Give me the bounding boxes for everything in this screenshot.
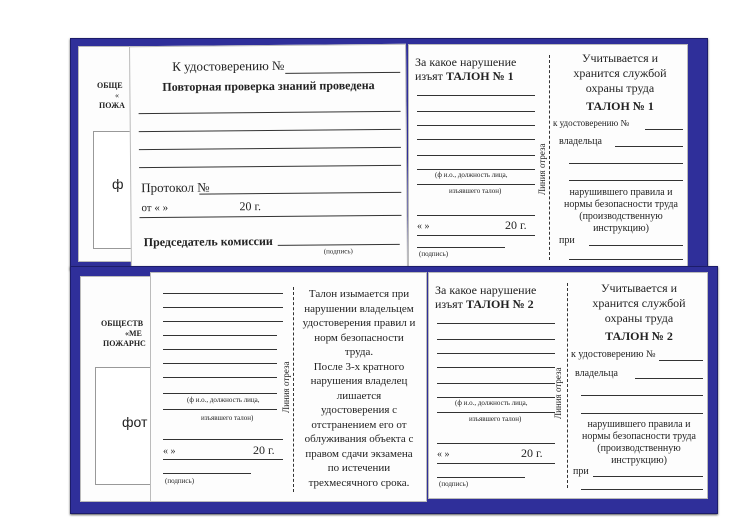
org-name: ОБЩЕ [97, 81, 123, 90]
stub-talon-number: ТАЛОН № 1 [445, 69, 514, 83]
org-name: ОБЩЕСТВ [101, 319, 144, 328]
stub-title: За какое нарушение [415, 55, 517, 69]
fio-caption: изъявшего талон) [201, 414, 254, 422]
stub-title: изъят [415, 69, 443, 83]
confiscation-rules: Талон изымается при нарушении владельцем удостоверения правил и норм безопасности труда. После 3-х кратного нарушения владелец лишается удостоверения с отстранением его от облуживания объекта с правом сдачи экзамена по истечении трехмесячного срока. [302, 288, 416, 489]
info-card [150, 272, 427, 502]
date-label: « » [163, 446, 176, 457]
signature-caption: (подпись) [165, 477, 195, 485]
date-label: « » [417, 221, 430, 232]
talon-title: ТАЛОН № 2 [605, 329, 673, 343]
date-label: « » [437, 449, 450, 460]
owner-label: владельца [575, 368, 618, 379]
kept-note: Учитывается и хранится службой охраны труда [592, 281, 686, 325]
chairman-label: Председатель комиссии [143, 233, 273, 250]
org-name: « [115, 91, 119, 100]
year-label: 20 г. [253, 443, 275, 457]
fio-caption: (ф и.о., должность лица, [187, 396, 260, 404]
talon-2 [428, 272, 708, 499]
at-label: при [573, 466, 589, 477]
violation-note: нарушившего правила и нормы безопасности труда (производственную инструкцию) [582, 419, 696, 466]
signature-caption: (подпись) [439, 480, 469, 488]
signature-caption: (подпись) [419, 250, 449, 258]
photo-label: ф [112, 176, 124, 192]
cut-line-label: Линия отреза [281, 361, 291, 413]
cut-line-label: Линия отреза [553, 367, 563, 419]
org-name: «МЕ [125, 329, 142, 338]
at-label: при [559, 235, 575, 246]
photo-label: фот [122, 414, 148, 430]
cut-line-label: Линия отреза [537, 143, 547, 195]
kept-note: Учитывается и хранится службой охраны труда [573, 51, 667, 95]
fio-caption: изъявшего талон) [449, 187, 502, 195]
talon-1 [408, 44, 688, 268]
year-label: 20 г. [505, 218, 527, 232]
violation-note: нарушившего правила и нормы безопасности труда (производственную инструкцию) [564, 187, 678, 234]
recheck-card [129, 44, 408, 273]
year-label: 20 г. [521, 446, 543, 460]
stub-title: изъят [435, 297, 463, 311]
fio-caption: (ф и.о., должность лица, [455, 399, 528, 407]
stub-title: За какое нарушение [435, 283, 537, 297]
fio-caption: изъявшего талон) [469, 415, 522, 423]
stub-talon-number: ТАЛОН № 2 [465, 297, 534, 311]
recheck-title: Повторная проверка знаний проведена [162, 78, 375, 94]
org-name: ПОЖАРНС [103, 339, 146, 348]
cert-label: к удостоверению № [553, 118, 630, 128]
org-name: ПОЖА [99, 101, 125, 110]
year-label: 20 г. [239, 199, 262, 214]
protocol-label: Протокол № [141, 179, 210, 196]
owner-label: владельца [559, 136, 602, 147]
signature-caption: (подпись) [323, 247, 353, 256]
talon-title: ТАЛОН № 1 [586, 99, 654, 113]
cert-label: К удостоверению № [172, 57, 285, 74]
cert-label: к удостоверению № [571, 349, 656, 360]
fio-caption: (ф и.о., должность лица, [435, 171, 508, 179]
date-label: от « » [141, 201, 169, 215]
